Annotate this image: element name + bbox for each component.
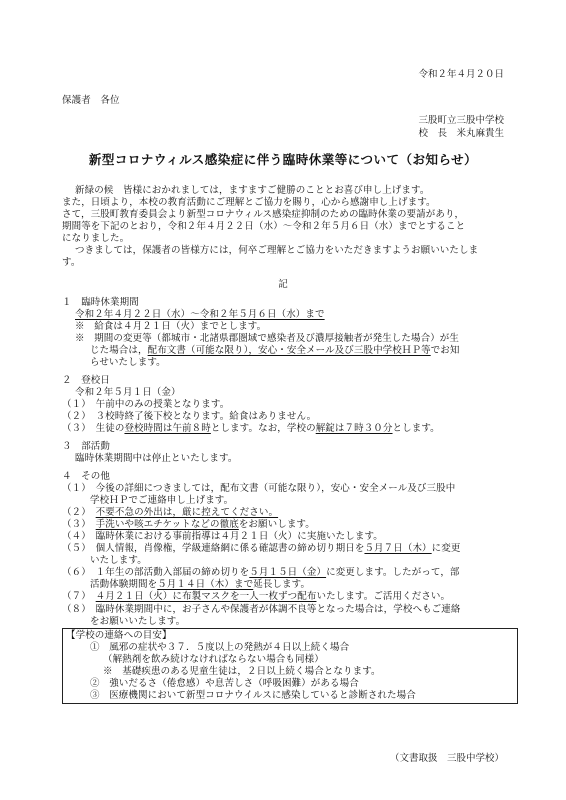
note-underlined: 配布文書（可能な限り），安心・安全メール及び三股中学校ＨＰ等 bbox=[147, 345, 431, 356]
document-date: 令和２年４月２０日 bbox=[418, 69, 504, 80]
item-number: （７） bbox=[62, 591, 87, 602]
list-item bbox=[62, 423, 440, 435]
section-text: 臨時休業期間中は停止といたします。 bbox=[75, 453, 238, 464]
school-day-date: 令和２年５月１日（金） bbox=[75, 387, 181, 398]
ki-heading: 記 bbox=[278, 279, 288, 290]
list-item bbox=[62, 567, 460, 579]
item-text: （３） 生徒の bbox=[62, 423, 125, 434]
list-item: 学校ＨＰでご連絡申し上げます。 bbox=[90, 495, 234, 506]
item-number: （２） bbox=[62, 507, 87, 518]
item-underlined: 不要不急の外出は，厳に控えてください。 bbox=[95, 507, 279, 518]
intro-line: 期間等を下記のとおり，令和２年４月２２日（水）～令和２年５月６日（水）までとすること bbox=[62, 221, 466, 232]
recipient: 保護者 各位 bbox=[62, 95, 120, 106]
box-line: ③ 医療機関において新型コロナウイルスに感染していると診断された場合 bbox=[90, 690, 416, 701]
closure-period: 令和２年４月２２日（水）～令和２年５月６日（水）まで bbox=[75, 309, 325, 320]
item-text: （５） 個人情報，肖像権，学級連絡網に係る確認書の締め切り期日を bbox=[62, 543, 365, 554]
list-item: （４） 臨時休業における事前指導は４月２１日（火）に実施いたします。 bbox=[62, 531, 383, 542]
note-line bbox=[90, 345, 459, 357]
principal-name: 校 長 米丸麻貴生 bbox=[418, 128, 504, 139]
intro-line: になりました。 bbox=[62, 233, 130, 244]
intro-line: つきましては，保護者の皆様方には，何卒ご理解とご協力をいただきますようお願いいたしま bbox=[75, 245, 479, 256]
section-heading: ４ その他 bbox=[62, 471, 111, 482]
note-text: じた場合は， bbox=[90, 345, 148, 356]
item-text: 活動体験期間を bbox=[90, 579, 158, 590]
intro-line: さて，三股町教育委員会より新型コロナウィルス感染症抑制のための臨時休業の要請があり， bbox=[62, 209, 465, 220]
section-heading: ３ 部活動 bbox=[62, 441, 111, 452]
note-line: ※ 期間の変更等（都城市・北諸県郡圏域で感染者及び濃厚接触者が発生した場合）が生 bbox=[75, 333, 460, 344]
list-item: （８） 臨時休業期間中に，お子さんや保護者が体調不良等となった場合は，学校へもご連絡 bbox=[62, 604, 461, 615]
item-text: いたします。ご活用ください。 bbox=[316, 591, 451, 602]
box-line: ② 強いだるさ（倦怠感）や息苦しさ（呼吸困難）がある場合 bbox=[90, 678, 359, 689]
note-line: ※ 給食は４月２１日（火）までとします。 bbox=[75, 321, 267, 332]
item-text: （６） １年生の部活動入部届の締め切りを bbox=[62, 567, 250, 578]
intro-line: 新緑の候 皆様におかれましては，ますますご健勝のこととお喜び申し上げます。 bbox=[75, 185, 430, 196]
box-line: （解熱剤を飲み続けなければならない場合も同様） bbox=[103, 654, 324, 665]
item-text: に変更します。したがって，部 bbox=[326, 567, 460, 578]
section-heading: ２ 登校日 bbox=[62, 375, 111, 386]
list-item bbox=[62, 507, 278, 519]
list-item bbox=[90, 579, 310, 591]
item-text: をお願いします。 bbox=[238, 519, 315, 530]
item-underlined: ５月１４日（木）まで bbox=[157, 579, 254, 590]
list-item: いたします。 bbox=[90, 555, 147, 566]
box-line: ① 風邪の症状や３７．５度以上の発熱が４日以上続く場合 bbox=[90, 642, 350, 653]
list-item: （２） ３校時終了後下校となります。給食はありません。 bbox=[62, 411, 317, 422]
item-text: に変更 bbox=[431, 543, 461, 554]
box-line: ※ 基礎疾患のある児童生徒は，２日以上続く場合となります。 bbox=[103, 666, 381, 677]
document-title: 新型コロナウィルス感染症に伴う臨時休業等について（お知らせ） bbox=[88, 152, 478, 167]
box-title: 【学校の連絡への目安】 bbox=[66, 630, 172, 641]
list-item: （１） 今後の詳細につきましては，配布文書（可能な限り），安心・安全メール及び三股中 bbox=[62, 483, 456, 494]
school-name: 三股町立三股中学校 bbox=[418, 115, 504, 126]
list-item: をお願いいたします。 bbox=[90, 616, 186, 627]
section-heading: １ 臨時休業期間 bbox=[62, 297, 139, 308]
list-item: （１） 午前中のみの授業となります。 bbox=[62, 399, 230, 410]
item-text: とします。 bbox=[392, 423, 440, 434]
item-text: 延長します。 bbox=[253, 579, 311, 590]
item-number: （３） bbox=[62, 519, 87, 530]
list-item bbox=[62, 543, 460, 555]
note-line: らせいたします。 bbox=[90, 357, 166, 368]
item-underlined: ４月２１日（火）に布製マスクを一人一枚ずつ配布 bbox=[95, 591, 317, 602]
item-underlined: 手洗いや咳エチケットなどの徹底 bbox=[95, 519, 239, 530]
list-item bbox=[62, 519, 315, 531]
intro-line: す。 bbox=[62, 257, 81, 268]
item-text: とします。なお，学校の bbox=[210, 423, 316, 434]
item-underlined: ５月１５日（金） bbox=[249, 567, 327, 578]
item-underlined: 登校時間は午前８時 bbox=[124, 423, 211, 434]
note-text: でお知 bbox=[430, 345, 460, 356]
item-underlined: ５月７日（木） bbox=[364, 543, 432, 554]
document-footer: （文書取扱 三股中学校） bbox=[389, 753, 504, 764]
item-underlined: 解錠は７時３０分 bbox=[315, 423, 393, 434]
intro-line: また，日頃より，本校の教育活動にご理解とご協力を賜り，心から感謝申し上げます。 bbox=[62, 197, 436, 208]
list-item bbox=[62, 591, 450, 603]
